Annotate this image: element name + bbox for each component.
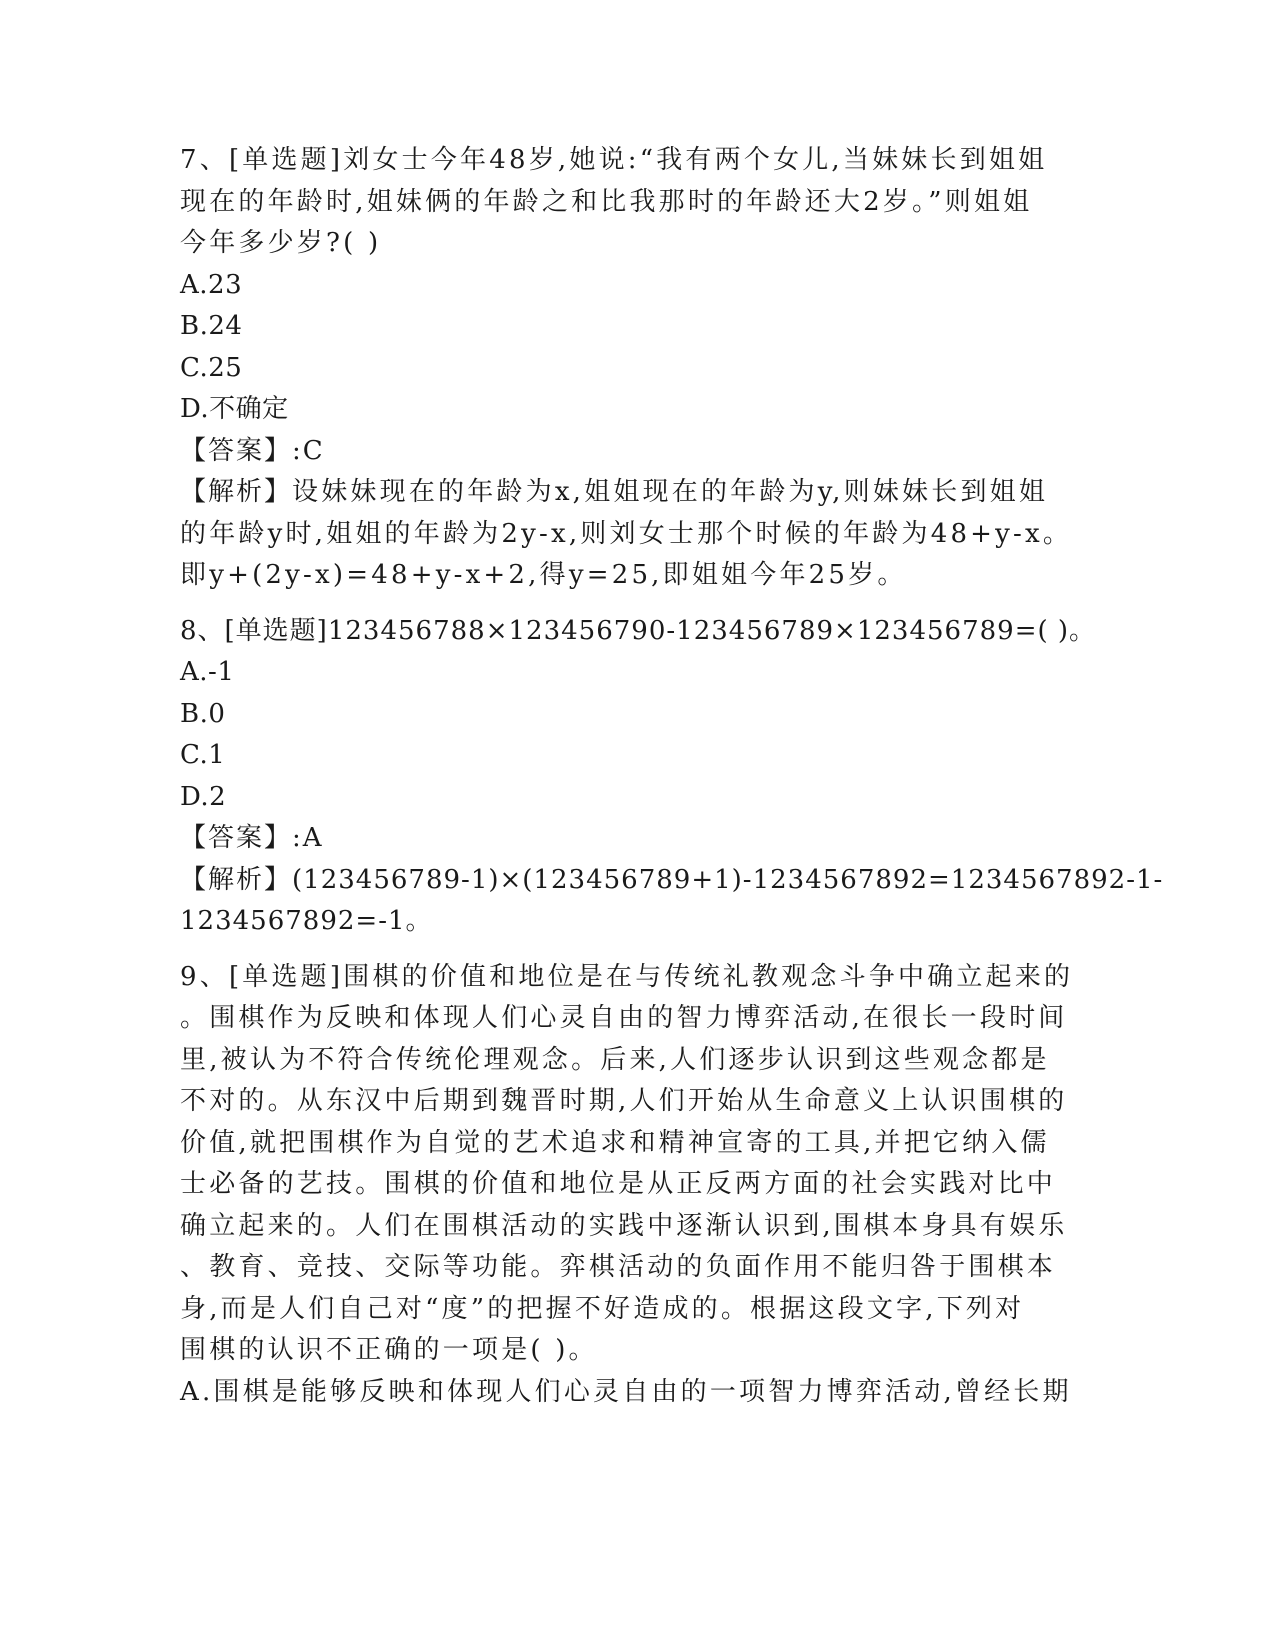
- answer-label: 【答案】:: [180, 823, 303, 853]
- analysis-line: [180, 472, 1060, 514]
- analysis-label: 【解析】: [180, 477, 293, 507]
- option-b: B.24: [180, 311, 243, 341]
- analysis-line: [180, 860, 1164, 902]
- question-stem-line: 身,而是人们自己对“度”的把握不好造成的。根据这段文字,下列对: [180, 1293, 1025, 1324]
- option-c: C.25: [180, 352, 243, 383]
- question-stem-line: 围棋的认识不正确的一项是( )。: [180, 1335, 598, 1365]
- analysis-line: 1234567892=-1。: [180, 906, 433, 936]
- question-stem-line: 不对的。从东汉中后期到魏晋时期,人们开始从生命意义上认识围棋的: [180, 1086, 1068, 1116]
- question-stem-line: 、教育、竞技、交际等功能。弈棋活动的负面作用不能归咎于围棋本: [180, 1252, 1057, 1282]
- option-c: C.1: [180, 740, 226, 770]
- answer-line: [180, 431, 1060, 473]
- analysis-label: 【解析】: [180, 864, 293, 895]
- answer-value: A: [302, 823, 323, 853]
- question-stem-line: 现在的年龄时,姐妹俩的年龄之和比我那时的年龄还大2岁。”则姐姐: [180, 186, 1033, 217]
- question-stem-line: 今年多少岁?( ): [180, 228, 382, 258]
- question-stem-line: 士必备的艺技。围棋的价值和地位是从正反两方面的社会实践对比中: [180, 1169, 1057, 1199]
- option-d: D.2: [180, 781, 227, 812]
- question-stem-line: 7、[单选题]刘女士今年48岁,她说:“我有两个女儿,当妹妹长到姐姐: [180, 145, 1048, 175]
- question-stem-line: 确立起来的。人们在围棋活动的实践中逐渐认识到,围棋本身具有娱乐: [180, 1210, 1068, 1241]
- analysis-text: 设妹妹现在的年龄为x,姐姐现在的年龄为y,则妹妹长到姐姐: [292, 477, 1049, 507]
- answer-value: C: [302, 435, 324, 466]
- option-b: B.0: [180, 698, 226, 729]
- option-a: A.围棋是能够反映和体现人们心灵自由的一项智力博弈活动,曾经长期: [180, 1376, 1072, 1407]
- analysis-line: 的年龄y时,姐姐的年龄为2y-x,则刘女士那个时候的年龄为48+y-x。: [180, 518, 1073, 549]
- question-stem-line: 9、[单选题]围棋的价值和地位是在与传统礼教观念斗争中确立起来的: [180, 961, 1074, 992]
- question-9: [180, 957, 1074, 1414]
- question-7: [180, 140, 1073, 597]
- option-a: A.23: [180, 269, 243, 300]
- answer-line: [180, 818, 1060, 860]
- question-stem-line: 价值,就把围棋作为自觉的艺术追求和精神宣寄的工具,并把它纳入儒: [180, 1127, 1050, 1158]
- analysis-line: 即y+(2y-x)=48+y-x+2,得y=25,即姐姐今年25岁。: [180, 560, 907, 590]
- question-stem-line: 里,被认为不符合传统伦理观念。后来,人们逐步认识到这些观念都是: [180, 1044, 1050, 1075]
- answer-label: 【答案】:: [180, 435, 303, 466]
- option-a: A.-1: [180, 657, 235, 687]
- document-page: [180, 140, 1164, 1427]
- analysis-text: (123456789-1)×(123456789+1)-1234567892=1234567892-1-: [292, 864, 1164, 895]
- option-d: D.不确定: [180, 394, 289, 424]
- question-stem-line: 。围棋作为反映和体现人们心灵自由的智力博弈活动,在很长一段时间: [180, 1003, 1068, 1033]
- question-8: [180, 611, 1164, 943]
- question-stem-line: 8、[单选题]123456788×123456790-123456789×123456789=( )。: [180, 615, 1097, 646]
